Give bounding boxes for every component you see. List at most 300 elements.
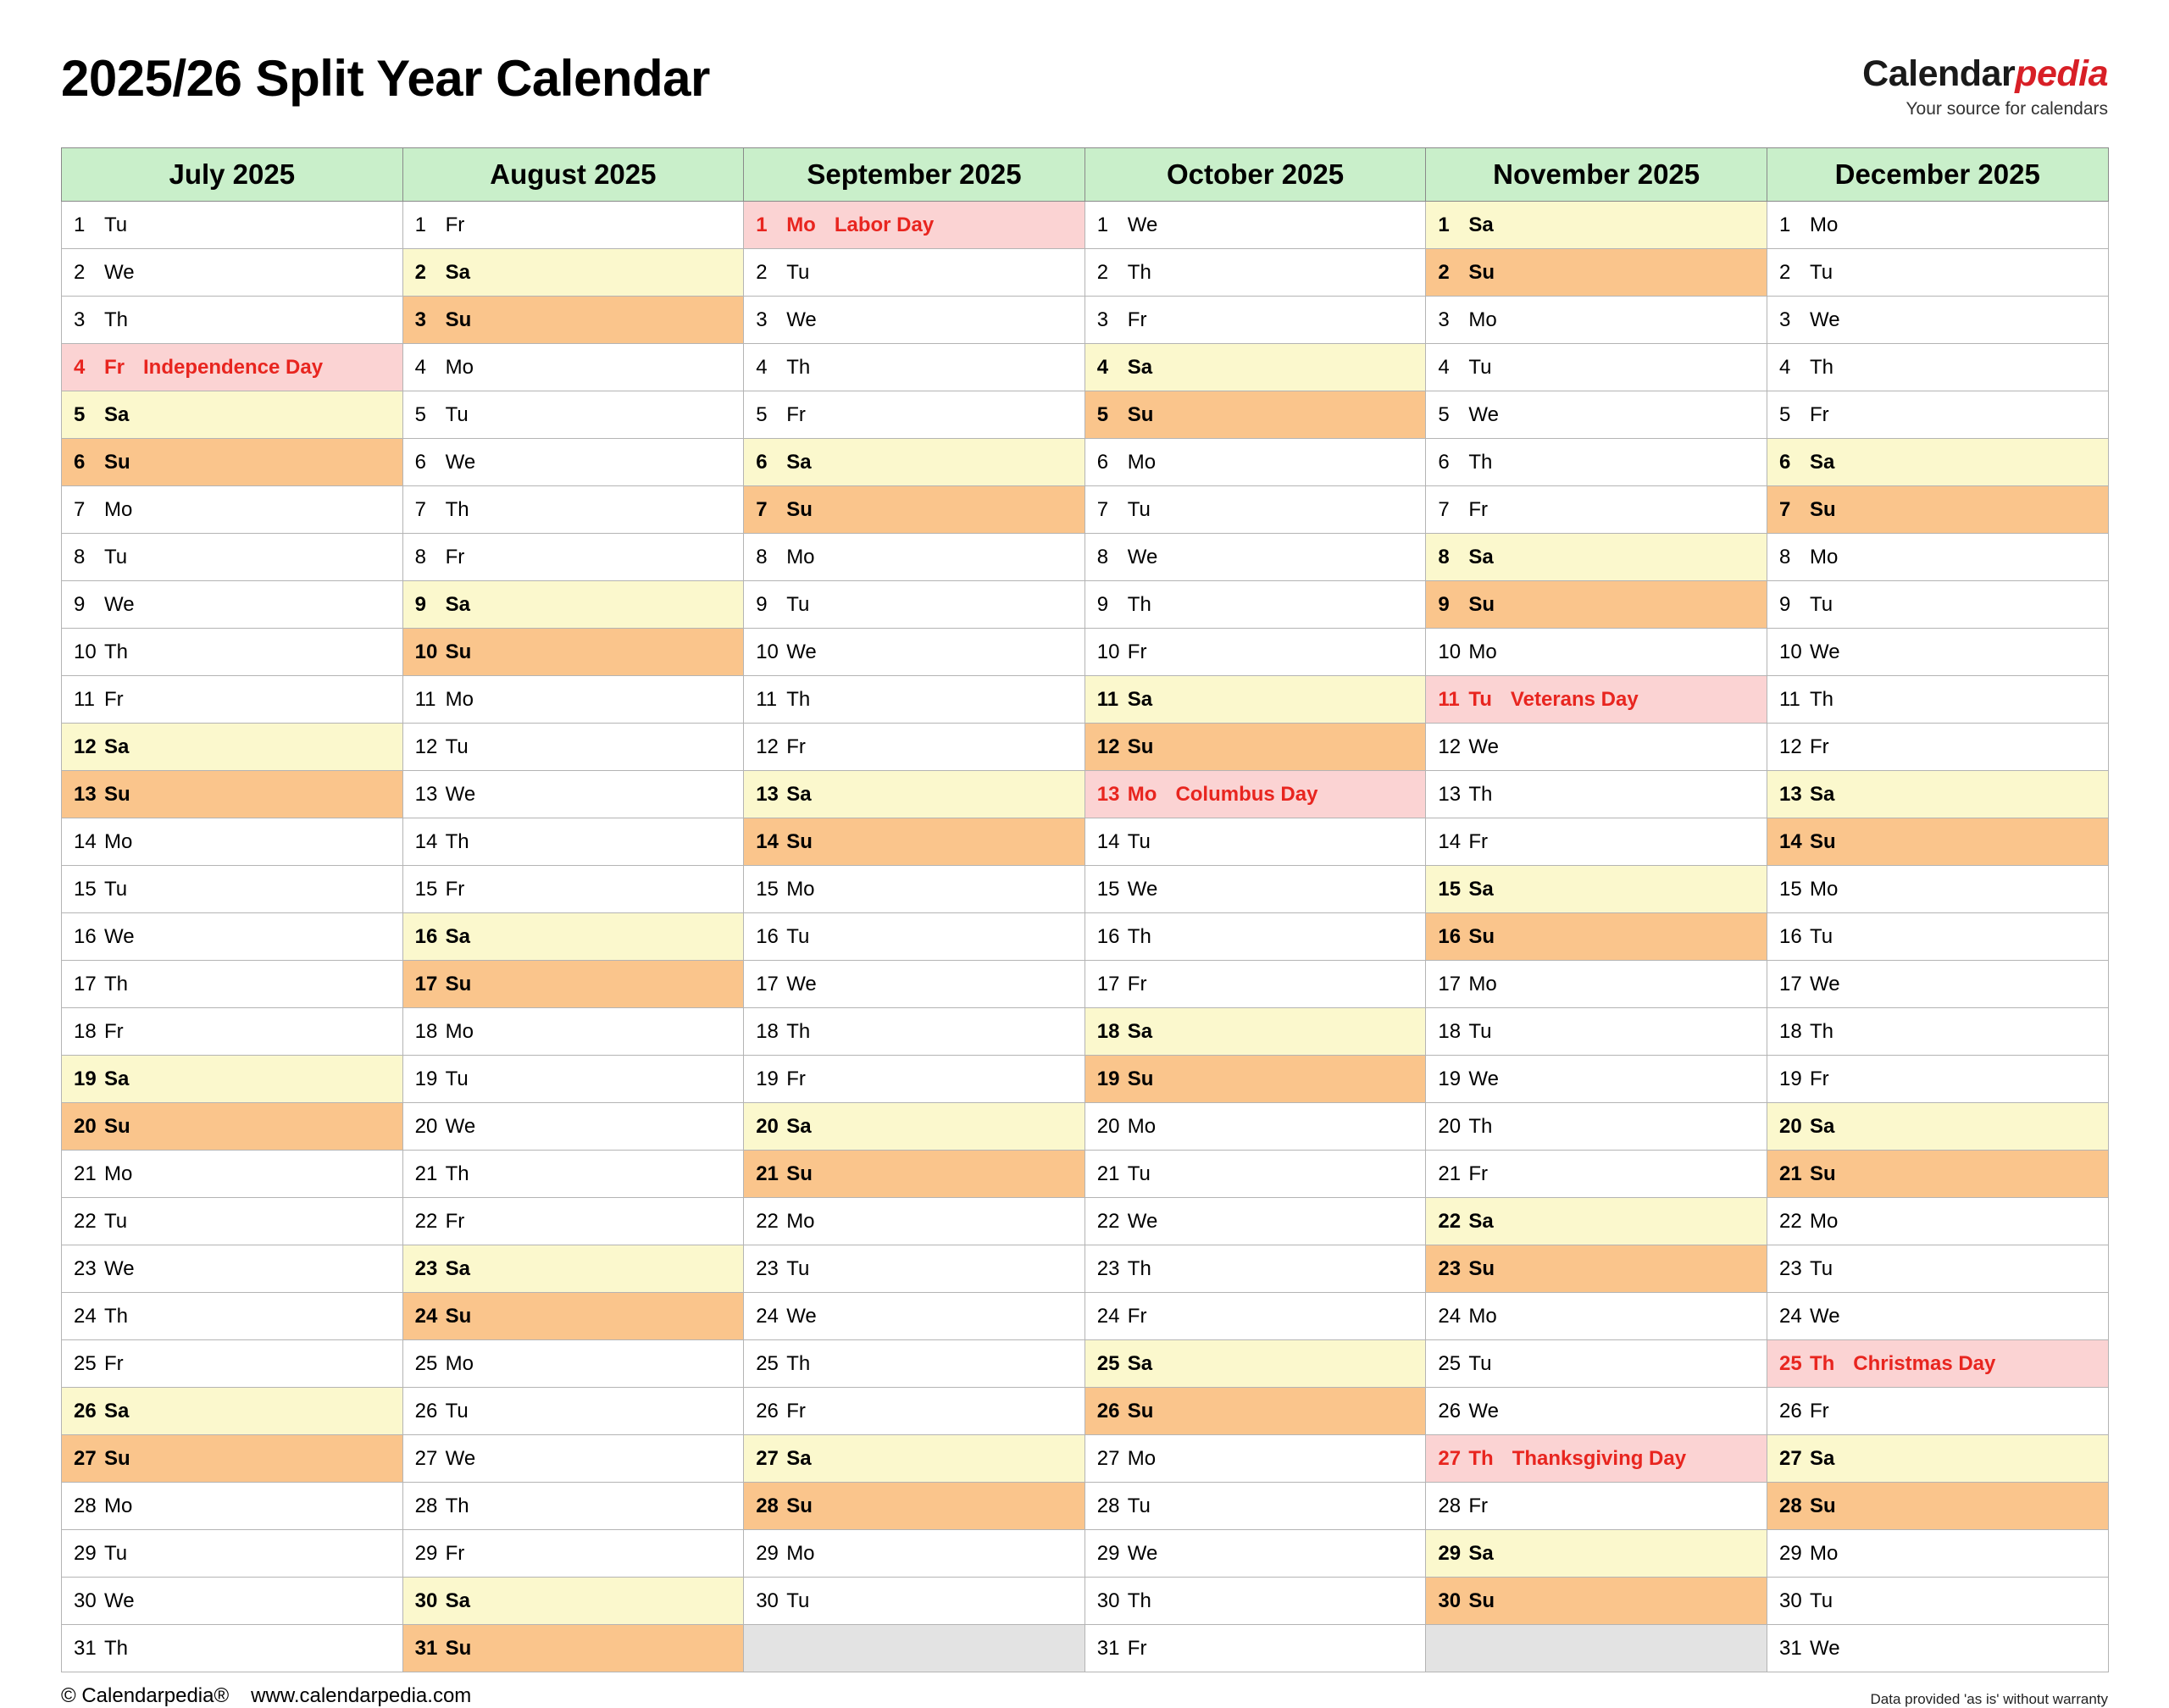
day-cell[interactable] <box>1084 1103 1426 1151</box>
day-weekday: Mo <box>1809 1209 1839 1233</box>
day-cell[interactable] <box>402 581 744 629</box>
day-cell[interactable] <box>62 581 403 629</box>
day-cell[interactable] <box>744 1435 1085 1483</box>
day-cell[interactable] <box>62 1530 403 1578</box>
day-number: 24 <box>1096 1304 1120 1328</box>
day-cell[interactable] <box>62 1340 403 1388</box>
day-number: 28 <box>414 1494 438 1517</box>
day-cell[interactable] <box>1767 1578 2108 1625</box>
day-number: 22 <box>1438 1209 1462 1233</box>
day-number: 26 <box>74 1399 97 1422</box>
day-cell[interactable] <box>62 1435 403 1483</box>
day-number: 20 <box>74 1114 97 1138</box>
day-weekday: Th <box>1468 782 1493 806</box>
day-number: 28 <box>1778 1494 1802 1517</box>
day-cell[interactable] <box>62 724 403 771</box>
day-cell[interactable] <box>1084 1530 1426 1578</box>
day-cell[interactable] <box>1084 297 1426 344</box>
day-cell[interactable] <box>1084 866 1426 913</box>
day-cell[interactable] <box>1767 1388 2108 1435</box>
day-cell[interactable] <box>1084 439 1426 486</box>
day-weekday: Su <box>104 450 130 474</box>
day-cell[interactable] <box>1767 771 2108 818</box>
day-weekday: Mo <box>1127 1446 1157 1470</box>
day-number: 12 <box>1778 735 1802 758</box>
day-weekday: Su <box>104 782 130 806</box>
day-cell[interactable] <box>402 1151 744 1198</box>
day-cell[interactable] <box>62 1388 403 1435</box>
day-number: 8 <box>1438 545 1450 568</box>
day-weekday: Fr <box>1468 829 1489 853</box>
day-cell[interactable] <box>1426 913 1767 961</box>
day-cell[interactable] <box>1426 724 1767 771</box>
day-number: 15 <box>414 877 438 901</box>
day-cell[interactable] <box>402 1625 744 1672</box>
day-cell[interactable] <box>1426 676 1767 724</box>
day-cell[interactable] <box>1767 1008 2108 1056</box>
day-weekday: Tu <box>1809 592 1833 616</box>
day-weekday: Tu <box>1809 260 1833 284</box>
day-weekday: Fr <box>445 1541 465 1565</box>
day-cell[interactable] <box>62 486 403 534</box>
day-row <box>62 1008 2109 1056</box>
day-cell[interactable] <box>1084 1388 1426 1435</box>
day-cell[interactable] <box>1426 1008 1767 1056</box>
day-cell[interactable] <box>62 961 403 1008</box>
day-number: 5 <box>756 402 768 426</box>
day-cell[interactable] <box>744 202 1085 249</box>
day-weekday: We <box>445 782 476 806</box>
day-cell[interactable] <box>744 1340 1085 1388</box>
day-cell[interactable] <box>744 724 1085 771</box>
day-cell[interactable] <box>1767 724 2108 771</box>
day-cell[interactable] <box>1767 1340 2108 1388</box>
day-cell[interactable] <box>402 486 744 534</box>
day-number: 30 <box>756 1589 779 1612</box>
day-weekday: Su <box>1809 497 1836 521</box>
day-cell[interactable] <box>1767 818 2108 866</box>
day-weekday: We <box>1127 877 1158 901</box>
day-cell[interactable] <box>62 391 403 439</box>
day-cell[interactable] <box>402 249 744 297</box>
day-number: 15 <box>1778 877 1802 901</box>
day-cell[interactable] <box>1426 1388 1767 1435</box>
day-cell[interactable] <box>1767 1435 2108 1483</box>
day-cell[interactable] <box>1426 1293 1767 1340</box>
day-number: 26 <box>756 1399 779 1422</box>
day-cell[interactable] <box>744 1293 1085 1340</box>
day-weekday: Th <box>104 308 129 331</box>
day-number: 31 <box>414 1636 438 1660</box>
day-cell[interactable] <box>1084 629 1426 676</box>
day-row <box>62 249 2109 297</box>
day-weekday: Th <box>1809 1019 1833 1043</box>
day-weekday: Tu <box>104 1209 128 1233</box>
day-cell[interactable] <box>744 1245 1085 1293</box>
day-cell[interactable] <box>1767 1103 2108 1151</box>
day-cell[interactable] <box>744 249 1085 297</box>
day-cell[interactable] <box>744 1151 1085 1198</box>
day-cell[interactable] <box>744 1008 1085 1056</box>
day-cell[interactable] <box>1426 1245 1767 1293</box>
day-row <box>62 1198 2109 1245</box>
day-cell[interactable] <box>1426 1103 1767 1151</box>
day-weekday: Sa <box>1468 1541 1494 1565</box>
day-cell[interactable] <box>1084 913 1426 961</box>
day-weekday: Th <box>445 497 469 521</box>
day-cell[interactable] <box>744 1198 1085 1245</box>
day-cell[interactable] <box>402 1103 744 1151</box>
day-cell[interactable] <box>1084 771 1426 818</box>
day-cell[interactable] <box>402 1340 744 1388</box>
day-weekday: Tu <box>786 924 810 948</box>
day-cell[interactable] <box>1426 486 1767 534</box>
day-cell[interactable] <box>1426 1340 1767 1388</box>
day-weekday: We <box>1127 1541 1158 1565</box>
day-number: 10 <box>74 640 97 663</box>
day-weekday: Mo <box>445 1019 474 1043</box>
day-number: 9 <box>1438 592 1450 616</box>
day-weekday: Th <box>1127 1256 1151 1280</box>
day-cell[interactable] <box>1767 249 2108 297</box>
day-weekday: Su <box>1468 1256 1495 1280</box>
day-cell[interactable] <box>1767 1245 2108 1293</box>
day-number: 3 <box>756 308 768 331</box>
day-cell[interactable] <box>744 1056 1085 1103</box>
day-cell[interactable] <box>1084 1578 1426 1625</box>
day-row <box>62 629 2109 676</box>
day-cell[interactable] <box>62 1483 403 1530</box>
day-cell[interactable] <box>62 1198 403 1245</box>
day-cell[interactable] <box>1426 581 1767 629</box>
day-cell[interactable] <box>1084 1245 1426 1293</box>
day-weekday: Fr <box>104 687 124 711</box>
day-number: 26 <box>414 1399 438 1422</box>
day-cell[interactable] <box>62 344 403 391</box>
day-cell[interactable] <box>402 1530 744 1578</box>
day-number: 3 <box>414 308 426 331</box>
day-number: 30 <box>74 1589 97 1612</box>
day-cell[interactable] <box>62 297 403 344</box>
day-cell[interactable] <box>62 202 403 249</box>
day-cell[interactable] <box>1084 581 1426 629</box>
day-cell[interactable] <box>744 629 1085 676</box>
day-weekday: Su <box>1468 1589 1495 1612</box>
day-cell[interactable] <box>62 1293 403 1340</box>
month-header-1: July 2025 <box>62 148 403 202</box>
day-weekday: Tu <box>1468 1351 1492 1375</box>
day-row <box>62 818 2109 866</box>
day-weekday: Sa <box>786 1446 812 1470</box>
day-cell[interactable] <box>62 1056 403 1103</box>
day-cell[interactable] <box>62 1103 403 1151</box>
day-cell[interactable] <box>1767 913 2108 961</box>
day-cell[interactable] <box>744 1483 1085 1530</box>
day-cell[interactable] <box>402 961 744 1008</box>
day-cell[interactable] <box>62 913 403 961</box>
day-cell[interactable] <box>1767 1625 2108 1672</box>
day-weekday: Mo <box>786 213 816 236</box>
day-cell[interactable] <box>1426 391 1767 439</box>
day-weekday: We <box>1468 1067 1499 1090</box>
day-number: 1 <box>1096 213 1109 236</box>
day-cell[interactable] <box>1767 629 2108 676</box>
day-row <box>62 297 2109 344</box>
day-cell[interactable] <box>1767 1151 2108 1198</box>
day-weekday: Sa <box>445 924 470 948</box>
page-footer <box>61 1684 2108 1708</box>
day-cell[interactable] <box>1426 1198 1767 1245</box>
day-number: 29 <box>74 1541 97 1565</box>
day-cell[interactable] <box>1426 297 1767 344</box>
day-cell[interactable] <box>1426 818 1767 866</box>
day-cell[interactable] <box>1084 1151 1426 1198</box>
day-number: 16 <box>756 924 779 948</box>
month-header-row <box>62 148 2109 202</box>
day-cell[interactable] <box>1084 202 1426 249</box>
day-number: 11 <box>1778 687 1800 711</box>
day-cell[interactable] <box>744 818 1085 866</box>
day-cell[interactable] <box>1426 866 1767 913</box>
day-number: 20 <box>1096 1114 1120 1138</box>
day-number: 24 <box>1438 1304 1462 1328</box>
day-cell[interactable] <box>62 439 403 486</box>
day-number: 19 <box>1096 1067 1120 1090</box>
day-cell[interactable] <box>1767 297 2108 344</box>
day-number: 4 <box>1096 355 1109 379</box>
day-cell[interactable] <box>1084 249 1426 297</box>
day-cell[interactable] <box>1767 581 2108 629</box>
day-cell[interactable] <box>402 1483 744 1530</box>
day-number: 28 <box>1096 1494 1120 1517</box>
day-number: 22 <box>414 1209 438 1233</box>
month-header-2: August 2025 <box>402 148 744 202</box>
day-cell[interactable] <box>62 1578 403 1625</box>
day-cell[interactable] <box>1084 1625 1426 1672</box>
day-cell[interactable] <box>402 676 744 724</box>
day-number: 24 <box>1778 1304 1802 1328</box>
day-cell[interactable] <box>62 1008 403 1056</box>
day-cell[interactable] <box>1084 724 1426 771</box>
day-cell[interactable] <box>1767 1056 2108 1103</box>
day-weekday: Tu <box>104 877 128 901</box>
day-cell[interactable] <box>1084 1056 1426 1103</box>
day-number: 17 <box>1096 972 1120 995</box>
day-number: 5 <box>414 402 426 426</box>
day-number: 10 <box>1096 640 1120 663</box>
day-number: 9 <box>1778 592 1791 616</box>
day-row <box>62 534 2109 581</box>
website-link[interactable]: www.calendarpedia.com <box>251 1684 472 1707</box>
day-cell[interactable] <box>1767 391 2108 439</box>
day-number: 6 <box>414 450 426 474</box>
day-cell[interactable] <box>402 297 744 344</box>
day-cell[interactable] <box>1426 1151 1767 1198</box>
day-number: 1 <box>1778 213 1791 236</box>
day-cell[interactable] <box>402 1388 744 1435</box>
day-cell[interactable] <box>1426 629 1767 676</box>
day-weekday: Fr <box>104 1019 124 1043</box>
day-cell[interactable] <box>1426 249 1767 297</box>
day-cell[interactable] <box>1084 818 1426 866</box>
day-cell[interactable] <box>62 676 403 724</box>
day-cell[interactable] <box>1084 534 1426 581</box>
day-number: 27 <box>414 1446 438 1470</box>
day-cell[interactable] <box>1426 961 1767 1008</box>
day-cell[interactable] <box>402 866 744 913</box>
day-cell[interactable] <box>744 297 1085 344</box>
day-cell[interactable] <box>1426 439 1767 486</box>
day-cell[interactable] <box>402 913 744 961</box>
day-cell[interactable] <box>402 771 744 818</box>
day-cell[interactable] <box>402 202 744 249</box>
day-cell[interactable] <box>402 1008 744 1056</box>
day-cell[interactable] <box>1426 534 1767 581</box>
day-cell[interactable] <box>62 818 403 866</box>
day-weekday: Sa <box>786 450 812 474</box>
day-number: 20 <box>756 1114 779 1138</box>
day-cell[interactable] <box>1084 1008 1426 1056</box>
day-cell[interactable] <box>744 913 1085 961</box>
day-cell[interactable] <box>1084 676 1426 724</box>
day-weekday: We <box>1809 1636 1840 1660</box>
day-cell[interactable] <box>1084 1435 1426 1483</box>
day-cell[interactable] <box>1426 344 1767 391</box>
holiday-label: Thanksgiving Day <box>1512 1446 1687 1470</box>
day-cell[interactable] <box>402 344 744 391</box>
day-number: 24 <box>414 1304 438 1328</box>
day-cell[interactable] <box>1767 866 2108 913</box>
day-cell[interactable] <box>1084 1340 1426 1388</box>
day-weekday: Sa <box>445 260 470 284</box>
day-number: 16 <box>1438 924 1462 948</box>
day-cell[interactable] <box>62 534 403 581</box>
day-cell[interactable] <box>1084 486 1426 534</box>
day-cell[interactable] <box>744 1578 1085 1625</box>
day-weekday: Th <box>1809 355 1833 379</box>
holiday-label: Independence Day <box>143 355 324 379</box>
day-cell[interactable] <box>1426 771 1767 818</box>
day-weekday: Sa <box>104 735 130 758</box>
day-weekday: Th <box>1127 592 1151 616</box>
day-cell[interactable] <box>1426 1435 1767 1483</box>
day-weekday: Mo <box>104 497 133 521</box>
day-cell[interactable] <box>744 391 1085 439</box>
day-cell[interactable] <box>1426 202 1767 249</box>
day-cell[interactable] <box>62 771 403 818</box>
day-cell[interactable] <box>744 534 1085 581</box>
day-cell[interactable] <box>1767 1293 2108 1340</box>
day-number: 2 <box>1438 260 1450 284</box>
day-number: 13 <box>414 782 438 806</box>
day-cell[interactable] <box>402 1578 744 1625</box>
day-weekday: We <box>786 640 817 663</box>
day-number: 22 <box>74 1209 97 1233</box>
day-cell[interactable] <box>744 344 1085 391</box>
day-cell[interactable] <box>1767 1530 2108 1578</box>
day-cell[interactable] <box>1426 1578 1767 1625</box>
day-cell[interactable] <box>1426 1530 1767 1578</box>
day-weekday: Su <box>1468 924 1495 948</box>
day-cell[interactable] <box>744 1530 1085 1578</box>
day-cell[interactable] <box>1084 1483 1426 1530</box>
disclaimer-text: Data provided 'as is' without warranty <box>1870 1691 2108 1707</box>
day-cell[interactable] <box>402 1198 744 1245</box>
day-cell[interactable] <box>402 629 744 676</box>
day-cell[interactable] <box>1767 676 2108 724</box>
day-cell[interactable] <box>62 866 403 913</box>
day-weekday: Sa <box>1468 213 1494 236</box>
day-cell[interactable] <box>1084 391 1426 439</box>
day-cell[interactable] <box>402 534 744 581</box>
day-number: 23 <box>1438 1256 1462 1280</box>
day-cell[interactable] <box>1084 961 1426 1008</box>
day-cell[interactable] <box>402 1056 744 1103</box>
day-cell[interactable] <box>62 1245 403 1293</box>
day-cell[interactable] <box>402 1245 744 1293</box>
day-cell[interactable] <box>1767 439 2108 486</box>
day-cell[interactable] <box>1767 1483 2108 1530</box>
day-cell[interactable] <box>744 961 1085 1008</box>
day-cell[interactable] <box>402 1435 744 1483</box>
day-cell[interactable] <box>744 1388 1085 1435</box>
day-cell[interactable] <box>1767 961 2108 1008</box>
day-number: 12 <box>756 735 779 758</box>
day-cell[interactable] <box>402 391 744 439</box>
day-cell[interactable] <box>62 1625 403 1672</box>
day-cell[interactable] <box>1767 534 2108 581</box>
day-cell[interactable] <box>62 629 403 676</box>
day-number: 30 <box>1778 1589 1802 1612</box>
day-cell[interactable] <box>744 866 1085 913</box>
day-number: 5 <box>1438 402 1450 426</box>
day-cell[interactable] <box>744 486 1085 534</box>
day-weekday: Fr <box>1468 497 1489 521</box>
day-number: 7 <box>1438 497 1450 521</box>
day-cell[interactable] <box>1426 1056 1767 1103</box>
day-cell[interactable] <box>62 249 403 297</box>
day-cell[interactable] <box>1767 344 2108 391</box>
day-weekday: Tu <box>1127 497 1151 521</box>
day-cell[interactable] <box>744 581 1085 629</box>
day-cell[interactable] <box>1426 1483 1767 1530</box>
day-cell[interactable] <box>744 1103 1085 1151</box>
day-cell[interactable] <box>1767 486 2108 534</box>
day-cell[interactable] <box>402 818 744 866</box>
day-cell[interactable] <box>62 1151 403 1198</box>
day-cell[interactable] <box>1767 1198 2108 1245</box>
day-number: 6 <box>756 450 768 474</box>
day-weekday: We <box>1809 640 1840 663</box>
day-number: 15 <box>1096 877 1120 901</box>
day-cell[interactable] <box>402 724 744 771</box>
day-cell[interactable] <box>1084 344 1426 391</box>
day-cell[interactable] <box>744 676 1085 724</box>
day-cell[interactable] <box>744 439 1085 486</box>
day-number: 17 <box>74 972 97 995</box>
day-weekday: Tu <box>1127 829 1151 853</box>
day-weekday: Mo <box>786 1209 815 1233</box>
day-cell[interactable] <box>744 771 1085 818</box>
day-cell[interactable] <box>402 439 744 486</box>
day-number: 11 <box>414 687 436 711</box>
day-cell[interactable] <box>1084 1198 1426 1245</box>
day-cell[interactable] <box>1767 202 2108 249</box>
day-number: 23 <box>756 1256 779 1280</box>
day-number: 8 <box>414 545 426 568</box>
day-cell[interactable] <box>402 1293 744 1340</box>
day-cell[interactable] <box>1084 1293 1426 1340</box>
